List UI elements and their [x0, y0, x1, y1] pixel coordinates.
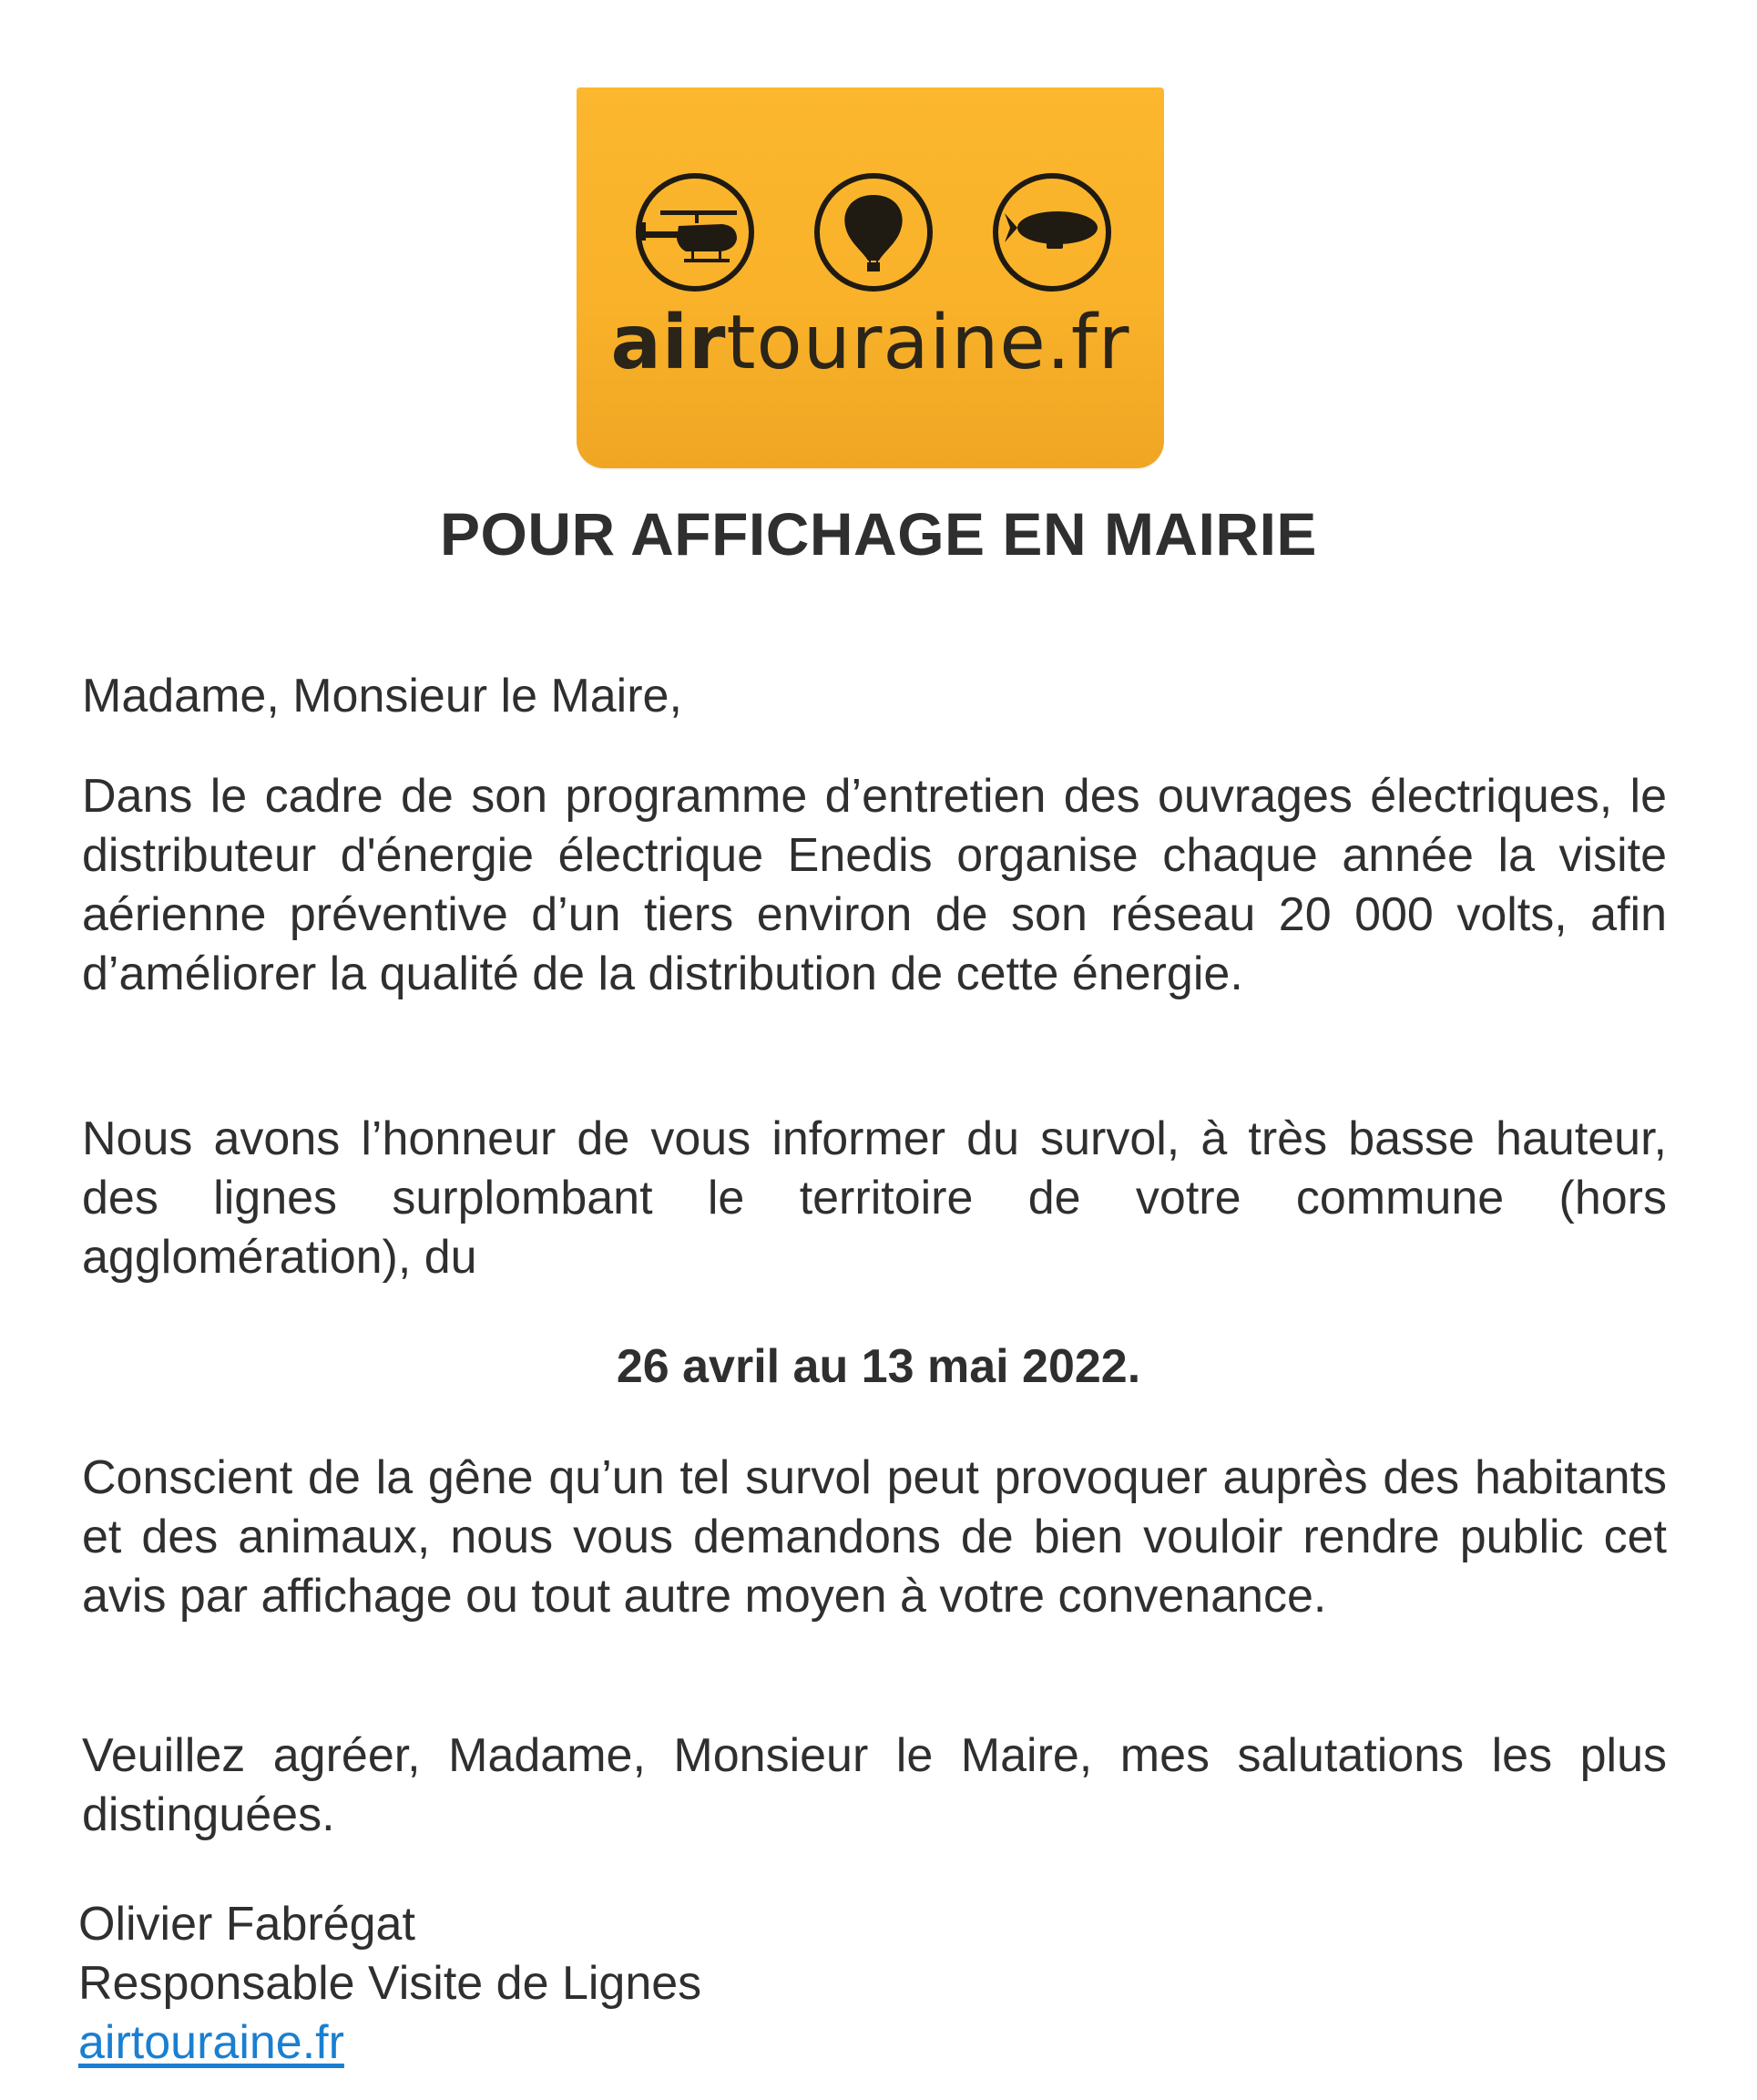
logo-icons: [577, 171, 1164, 299]
helicopter-icon: [638, 176, 751, 289]
logo-brand-text: [577, 300, 1164, 386]
signatory-title: Responsable Visite de Lignes: [78, 1957, 702, 2010]
signature-block: [78, 1895, 1663, 2073]
logo-brand-regular: touraine.fr: [726, 300, 1130, 386]
salutation: Madame, Monsieur le Maire,: [82, 670, 682, 722]
paragraph-closing: Veuillez agréer, Madame, Monsieur le Maire, mes salutations les plus distinguées.: [82, 1729, 1667, 1841]
paragraph-request: Conscient de la gêne qu’un tel survol peut provoquer auprès des habitants et des animaux, nous vous demandons de bien vouloir rendre public cet avis par affichage ou tout autre moyen à votre convenance.: [82, 1451, 1667, 1623]
website-link[interactable]: airtouraine.fr: [78, 2016, 344, 2069]
airtouraine-logo: [577, 87, 1164, 468]
paragraph-maintenance: Dans le cadre de son programme d’entretien des ouvrages électriques, le distributeur d'énergie électrique Enedis organise chaque année la visite aérienne préventive d’un tiers environ de son réseau 20 000 volts, afin d’améliorer la qualité de la distribution de cette énergie.: [82, 770, 1667, 1000]
hot-air-balloon-icon: [817, 176, 930, 289]
airship-icon: [996, 176, 1108, 289]
signatory-name: Olivier Fabrégat: [78, 1898, 415, 1951]
page-title: POUR AFFICHAGE EN MAIRIE: [440, 500, 1317, 568]
overflight-dates: 26 avril au 13 mai 2022.: [616, 1340, 1141, 1393]
paragraph-overflight: Nous avons l’honneur de vous informer du survol, à très basse hauteur, des lignes surplombant le territoire de votre commune (hors agglomération), du: [82, 1112, 1667, 1284]
logo-brand-bold: air: [610, 300, 727, 386]
